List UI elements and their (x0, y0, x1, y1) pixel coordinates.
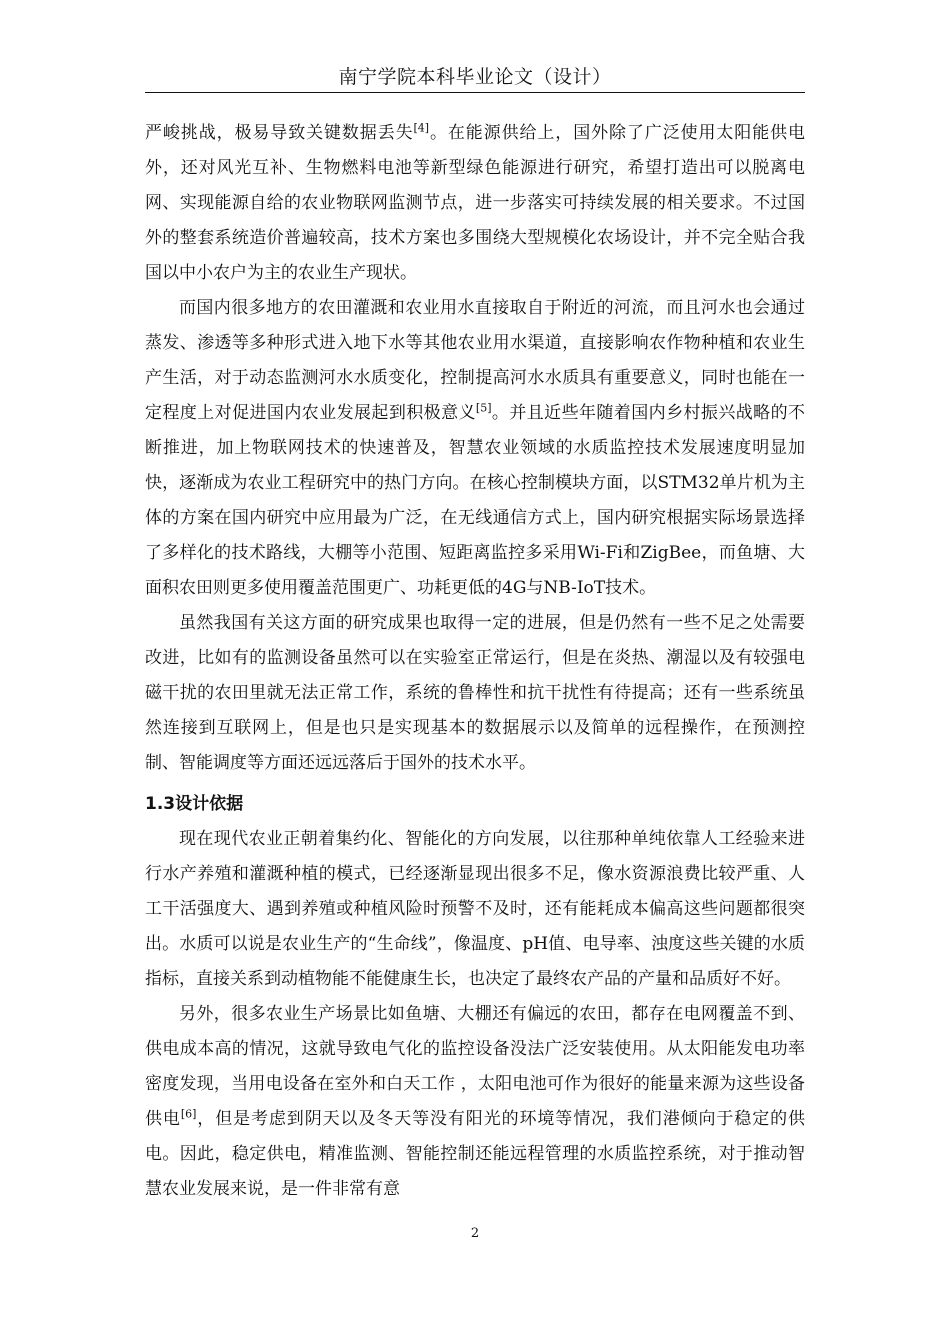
paragraph (145, 606, 805, 781)
paragraph (145, 822, 805, 997)
paragraph (145, 116, 805, 291)
paragraph-text: ，但是考虑到阴天以及冬天等没有阳光的环境等情况，我们港倾向于稳定的供电。因此，稳定供电，精准监测、智能控制还能远程管理的水质监控系统，对于推动智慧农业发展来说，是一件非常有意 (145, 1109, 806, 1199)
paragraph (145, 997, 805, 1207)
paragraph-text: 现在现代农业正朝着集约化、智能化的方向发展，以往那种单纯依靠人工经验来进行水产养殖和灌溉种植的模式，已经逐渐显现出很多不足，像水资源浪费比较严重、人工干活强度大、遇到养殖或种植风险时预警不及时，还有能耗成本偏高这些问题都很突出。水质可以说是农业生产的“生命线”，像温度、pH值、电导率、浊度这些关键的水质指标，直接关系到动植物能不能健康生长，也决定了最终农产品的产量和品质好不好。 (145, 829, 805, 989)
paragraph-text: 另外，很多农业生产场景比如鱼塘、大棚还有偏远的农田，都存在电网覆盖不到、供电成本高的情况，这就导致电气化的监控设备没法广泛安装使用。从太阳能发电功率密度发现，当用电设备在室外和白天工作 ，太阳电池可作为很好的能量来源为这些设备供电 (145, 1004, 805, 1129)
paragraph-text: 而国内很多地方的农田灌溉和农业用水直接取自于附近的河流，而且河水也会通过蒸发、渗透等多种形式进入地下水等其他农业用水渠道，直接影响农作物种植和农业生产生活，对于动态监测河水水质变化，控制提高河水水质具有重要意义，同时也能在一定程度上对促进国内农业发展起到积极意义 (145, 298, 805, 423)
paragraph-text: 。在能源供给上，国外除了广泛使用太阳能供电外，还对风光互补、生物燃料电池等新型绿色能源进行研究，希望打造出可以脱离电网、实现能源自给的农业物联网监测节点，进一步落实可持续发展的相关要求。不过国外的整套系统造价普遍较高，技术方案也多围绕大型规模化农场设计，并不完全贴合我国以中小农户为主的农业生产现状。 (145, 123, 806, 283)
paragraph-text: 。并且近些年随着国内乡村振兴战略的不断推进，加上物联网技术的快速普及，智慧农业领域的水质监控技术发展速度明显加快，逐渐成为农业工程研究中的热门方向。在核心控制模块方面，以STM32单片机为主体的方案在国内研究中应用最为广泛，在无线通信方式上，国内研究根据实际场景选择了多样化的技术路线，大棚等小范围、短距离监控多采用Wi-Fi和ZigBee，而鱼塘、大面积农田则更多使用覆盖范围更广、功耗更低的4G与NB-IoT技术。 (145, 403, 806, 598)
citation-marker: [5] (475, 401, 492, 415)
paragraph-text: 严峻挑战，极易导致关键数据丢失 (145, 123, 414, 143)
section-heading: 1.3设计依据 (145, 794, 244, 814)
paragraph-group-intro (145, 116, 805, 781)
paragraph-group-section (145, 822, 805, 1207)
paragraph-text: 虽然我国有关这方面的研究成果也取得一定的进展，但是仍然有一些不足之处需要改进，比如有的监测设备虽然可以在实验室正常运行，但是在炎热、潮湿以及有较强电磁干扰的农田里就无法正常工作，系统的鲁棒性和抗干扰性有待提高；还有一些系统虽然连接到互联网上，但是也只是实现基本的数据展示以及简单的远程操作，在预测控制、智能调度等方面还远远落后于国外的技术水平。 (145, 613, 805, 773)
paragraph (145, 291, 805, 606)
header-rule (145, 92, 805, 93)
page-body (145, 116, 805, 1207)
page-number: 2 (470, 1226, 480, 1241)
citation-marker: [6] (180, 1107, 197, 1121)
running-header: 南宁学院本科毕业论文（设计） (338, 66, 612, 88)
citation-marker: [4] (413, 121, 430, 135)
